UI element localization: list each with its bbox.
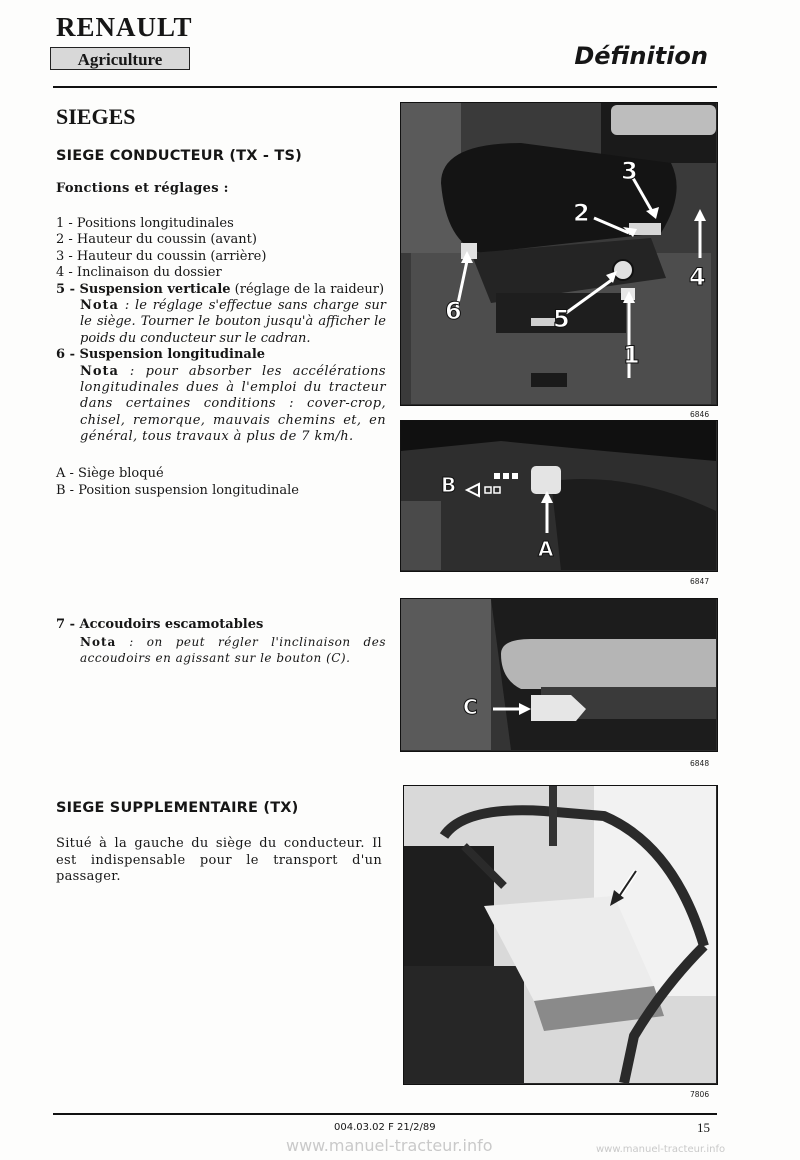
nota-label: Nota — [80, 298, 119, 314]
nota-text: : pour absorber les accélérations longitudinales dues à l'emploi du tracteur dans certaines conditions : cover-crop, chisel, remorque, mauvais chemins et, en général, tous travaux à plus de 7 km/h. — [80, 363, 386, 445]
lock-b-label: B - Position suspension longitudinale — [56, 483, 299, 498]
page-number: 15 — [697, 1120, 710, 1135]
photo-caption: 6846 — [690, 410, 710, 419]
photo-lock-lever — [400, 420, 718, 572]
photo-caption: 6847 — [690, 577, 710, 586]
doc-reference: 004.03.02 F 21/2/89 — [334, 1122, 436, 1133]
functions-list — [56, 216, 386, 446]
photo-extra-seat — [403, 785, 718, 1085]
nota-longitudinal — [56, 364, 386, 446]
seat-illustration — [401, 103, 716, 404]
callout-3: 3 — [621, 157, 638, 185]
armrests-title: 7 - Accoudoirs escamotables — [56, 617, 264, 632]
item-title: 6 - Suspension longitudinale — [56, 347, 266, 363]
list-item: 2 - Hauteur du coussin (avant) — [56, 232, 257, 248]
watermark: www.manuel-tracteur.info — [286, 1136, 493, 1155]
photo-caption: 7806 — [690, 1090, 710, 1099]
driver-seat-heading: SIEGE CONDUCTEUR (TX - TS) — [56, 148, 302, 164]
division-label: Agriculture — [50, 47, 190, 70]
armrests-nota — [56, 634, 386, 667]
list-item — [56, 347, 386, 363]
page-title: SIEGES — [56, 104, 136, 129]
header-divider — [53, 86, 717, 88]
photo-driver-seat — [400, 102, 718, 406]
callout-c: C — [463, 695, 478, 719]
watermark-small: www.manuel-tracteur.info — [596, 1144, 726, 1155]
list-item: 1 - Positions longitudinales — [56, 216, 234, 231]
list-item — [56, 282, 386, 298]
extra-seat-text: Situé à la gauche du siège du conducteur. Il est indispensable pour le transport d'un passager. — [56, 836, 382, 885]
nota-label: Nota — [80, 363, 119, 379]
functions-label: Fonctions et réglages : — [56, 181, 229, 196]
extra-seat-heading: SIEGE SUPPLEMENTAIRE (TX) — [56, 800, 299, 816]
nota-label: Nota — [80, 635, 117, 649]
photo-caption: 6848 — [690, 759, 710, 768]
callout-4: 4 — [689, 263, 706, 291]
nota-text: : on peut régler l'inclinaison des accoudoirs en agissant sur le bouton (C). — [80, 635, 386, 666]
extra-seat-illustration — [404, 786, 716, 1083]
item-title: 5 - Suspension verticale — [56, 281, 231, 297]
callout-a: A — [538, 537, 554, 561]
armrest-illustration — [401, 599, 716, 750]
callout-b: B — [441, 473, 457, 497]
callout-6: 6 — [445, 297, 462, 325]
callout-5: 5 — [553, 305, 570, 333]
callout-2: 2 — [573, 199, 590, 227]
item-detail: (réglage de la raideur) — [230, 281, 385, 297]
photo-armrest — [400, 598, 718, 752]
section-title: Définition — [574, 42, 708, 70]
brand-name: RENAULT — [56, 12, 193, 42]
callout-1: 1 — [623, 341, 640, 369]
lock-a-label: A - Siège bloqué — [56, 466, 164, 481]
list-item: 3 - Hauteur du coussin (arrière) — [56, 248, 267, 264]
nota-text: : le réglage s'effectue sans charge sur le siège. Tourner le bouton jusqu'à afficher le poids du conducteur sur le cadran. — [80, 298, 386, 346]
nota-vertical — [56, 298, 386, 347]
list-item: 4 - Inclinaison du dossier — [56, 265, 222, 281]
footer-divider — [53, 1113, 717, 1115]
